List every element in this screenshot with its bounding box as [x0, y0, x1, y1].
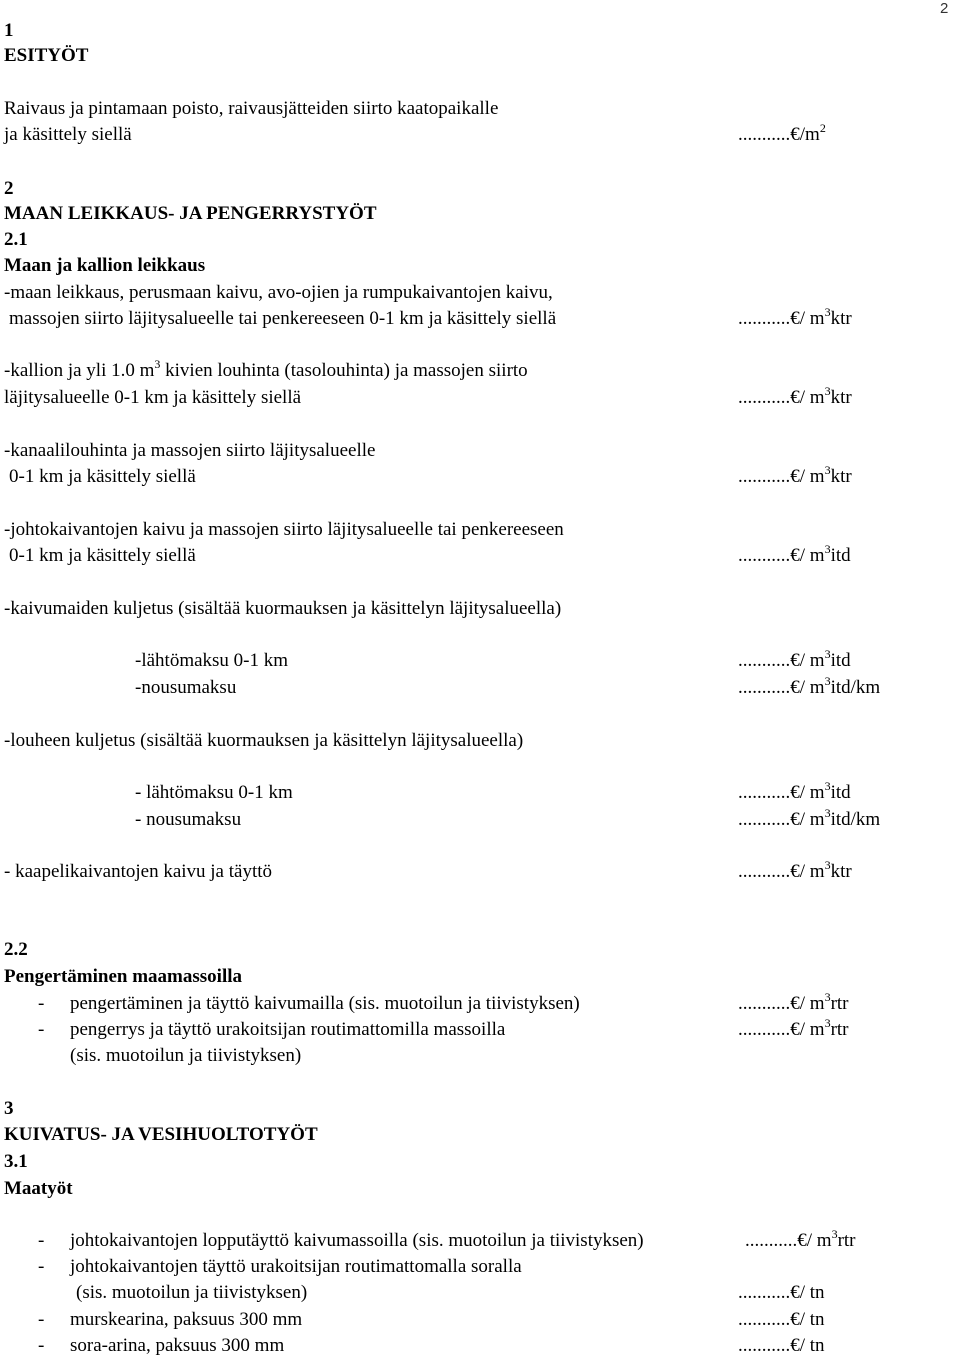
item-text: (sis. muotoilun ja tiivistyksen) — [70, 1045, 302, 1066]
price-field: ...........€/ $m^3ktr$ — [738, 463, 852, 487]
item-text: -louheen kuljetus (sisältää kuormauksen ja käsittelyn läjitysalueella) — [4, 730, 524, 751]
item-text: läjitysalueelle 0-1 km ja käsittely siellä — [4, 387, 302, 408]
price-field: ...........€/ $m^3itd$ — [738, 647, 851, 671]
item-text: -johtokaivantojen kaivu ja massojen siirto läjitysalueelle tai penkereeseen — [4, 519, 564, 540]
price-field: ...........€/ $m^3ktr$ — [738, 384, 852, 408]
price-field: ...........€/ $m^3ktr$ — [738, 858, 852, 882]
price-field: ...........€/ $m^3ktr$ — [738, 305, 852, 329]
subsection-title: Pengertäminen maamassoilla — [4, 966, 243, 987]
price-field: ...........€/ $m^3itd/km$ — [738, 806, 881, 830]
item-text: -nousumaksu — [135, 677, 237, 698]
price-field: ...........€/ tn — [738, 1309, 825, 1330]
section-2-title: MAAN LEIKKAUS- JA PENGERRYSTYÖT — [4, 203, 377, 224]
item-text: 0-1 km ja käsittely siellä — [9, 466, 196, 487]
item-text: johtokaivantojen lopputäyttö kaivumassoilla (sis. muotoilun ja tiivistyksen) — [70, 1230, 644, 1251]
item-text: johtokaivantojen täyttö urakoitsijan routimattomalla soralla — [70, 1256, 522, 1277]
price-field: ...........€/ $m^3rtr$ — [745, 1227, 856, 1251]
price-field: $...........€/m^2$ — [738, 121, 826, 145]
item-text: -lähtömaksu 0-1 km — [135, 650, 289, 671]
section-1-title: ESITYÖT — [4, 45, 89, 66]
price-field: ...........€/ $m^3itd$ — [738, 542, 851, 566]
item-text: -kaivumaiden kuljetus (sisältää kuormauksen ja käsittelyn läjitysalueella) — [4, 598, 562, 619]
section-2-number: 2 — [4, 178, 14, 199]
subsection-number: 2.1 — [4, 229, 28, 250]
price-field: ...........€/ $m^3itd$ — [738, 779, 851, 803]
subsection-number: 3.1 — [4, 1151, 28, 1172]
list-dash: - — [38, 1335, 45, 1356]
item-text: -maan leikkaus, perusmaan kaivu, avo-ojien ja rumpukaivantojen kaivu, — [4, 282, 553, 303]
subsection-number: 2.2 — [4, 939, 28, 960]
section-1-number: 1 — [4, 20, 14, 41]
item-text: pengertäminen ja täyttö kaivumailla (sis. muotoilun ja tiivistyksen) — [70, 993, 580, 1014]
item-text: murskearina, paksuus 300 mm — [70, 1309, 303, 1330]
item-text: (sis. muotoilun ja tiivistyksen) — [76, 1282, 308, 1303]
price-field: ...........€/ tn — [738, 1335, 825, 1356]
item-text: -kanaalilouhinta ja massojen siirto läjitysalueelle — [4, 440, 376, 461]
item-text: - kaapelikaivantojen kaivu ja täyttö — [4, 861, 273, 882]
item-text: ja käsittely siellä — [4, 124, 132, 145]
item-text: massojen siirto läjitysalueelle tai penkereeseen 0-1 km ja käsittely siellä — [9, 308, 557, 329]
section-3-title: KUIVATUS- JA VESIHUOLTOTYÖT — [4, 1124, 318, 1145]
price-field: ...........€/ $m^3itd/km$ — [738, 674, 881, 698]
price-field: ...........€/ $m^3rtr$ — [738, 990, 849, 1014]
item-text: 0-1 km ja käsittely siellä — [9, 545, 196, 566]
list-dash: - — [38, 1309, 45, 1330]
price-field: ...........€/ tn — [738, 1282, 825, 1303]
price-field: ...........€/ $m^3rtr$ — [738, 1016, 849, 1040]
section-3-number: 3 — [4, 1098, 14, 1119]
list-dash: - — [38, 1019, 45, 1040]
list-dash: - — [38, 1256, 45, 1277]
page-number: 2 — [940, 0, 949, 17]
item-text: sora-arina, paksuus 300 mm — [70, 1335, 285, 1356]
subsection-title: Maan ja kallion leikkaus — [4, 255, 206, 276]
subsection-title: Maatyöt — [4, 1178, 73, 1199]
item-text: - lähtömaksu 0-1 km — [135, 782, 293, 803]
list-dash: - — [38, 1230, 45, 1251]
item-text: Raivaus ja pintamaan poisto, raivausjätteiden siirto kaatopaikalle — [4, 98, 499, 119]
item-text: pengerrys ja täyttö urakoitsijan routimattomilla massoilla — [70, 1019, 506, 1040]
item-text: - nousumaksu — [135, 809, 242, 830]
list-dash: - — [38, 993, 45, 1014]
item-text: -kallion ja yli 1.0 $m^3$ kivien louhinta (tasolouhinta) ja massojen siirto — [4, 357, 528, 381]
